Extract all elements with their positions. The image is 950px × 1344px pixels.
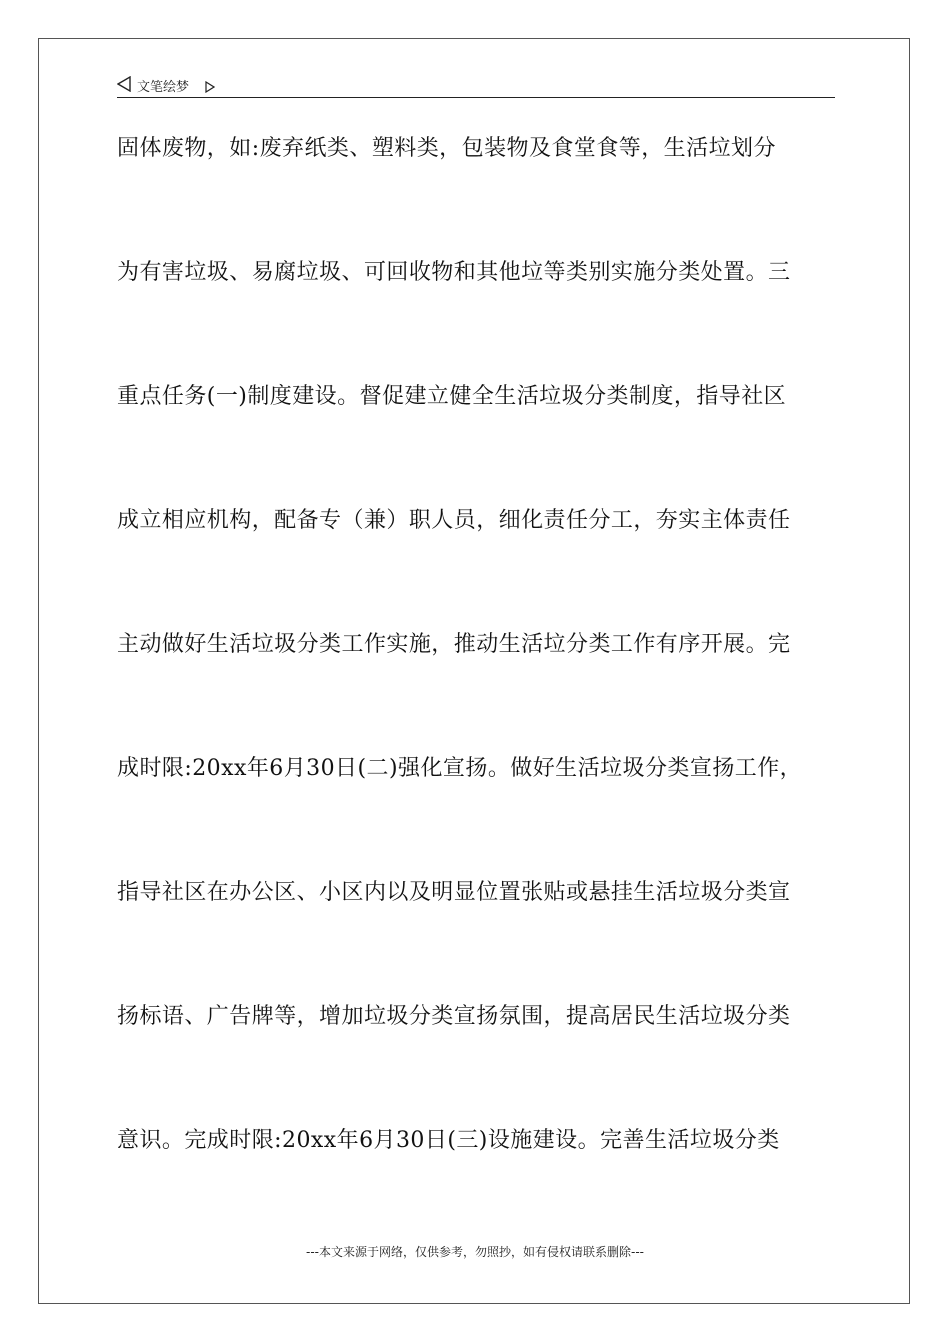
triangle-left-outline-icon — [117, 76, 131, 92]
header-title: 文笔绘梦 — [137, 80, 190, 95]
body-line: 重点任务(一)制度建设。督促建立健全生活垃圾分类制度，指导社区 — [117, 384, 787, 409]
body-line: 成立相应机构，配备专（兼）职人员，细化责任分工，夯实主体责任 — [117, 508, 791, 533]
document-body — [117, 124, 847, 1240]
body-line: 指导社区在办公区、小区内以及明显位置张贴或悬挂生活垃圾分类宣 — [117, 880, 791, 905]
body-line: 意识。完成时限:20xx年6月30日(三)设施建设。完善生活垃圾分类 — [117, 1128, 780, 1153]
page-header — [117, 74, 835, 98]
body-line: 为有害垃圾、易腐垃圾、可回收物和其他垃等类别实施分类处置。三 — [117, 260, 791, 285]
header-divider — [117, 97, 835, 98]
body-line: 主动做好生活垃圾分类工作实施，推动生活垃分类工作有序开展。完 — [117, 632, 791, 657]
footer-notice: ---本文来源于网络，仅供参考，勿照抄，如有侵权请联系删除--- — [306, 1245, 644, 1259]
body-line: 固体废物，如:废弃纸类、塑料类，包装物及食堂食等，生活垃划分 — [117, 136, 776, 161]
body-line: 成时限:20xx年6月30日(二)强化宣扬。做好生活垃圾分类宣扬工作， — [117, 756, 803, 781]
triangle-right-outline-icon — [205, 78, 215, 90]
body-line: 扬标语、广告牌等，增加垃圾分类宣扬氛围，提高居民生活垃圾分类 — [117, 1004, 791, 1029]
